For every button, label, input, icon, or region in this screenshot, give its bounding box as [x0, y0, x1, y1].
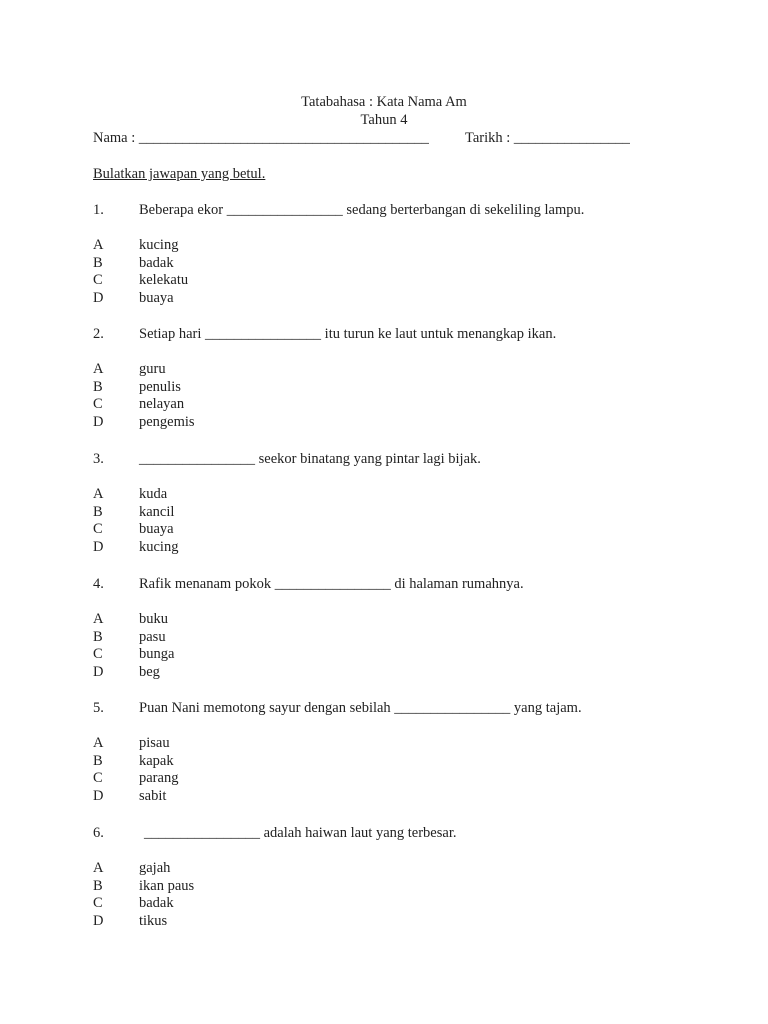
- name-field: Nama : ________________________________________: [93, 130, 429, 146]
- option-text: badak: [139, 895, 174, 911]
- option-row[interactable]: [93, 360, 393, 378]
- question-number: 3.: [93, 451, 104, 467]
- option-text: kucing: [139, 237, 179, 253]
- option-letter: C: [93, 396, 103, 412]
- option-text: guru: [139, 361, 166, 377]
- option-row[interactable]: [93, 894, 393, 912]
- option-row[interactable]: [93, 663, 393, 681]
- question-number: 1.: [93, 202, 104, 218]
- option-letter: B: [93, 753, 103, 769]
- option-text: kapak: [139, 753, 174, 769]
- option-letter: B: [93, 878, 103, 894]
- option-text: buaya: [139, 521, 174, 537]
- option-letter: A: [93, 486, 104, 502]
- option-text: parang: [139, 770, 179, 786]
- option-text: nelayan: [139, 396, 185, 412]
- option-text: gajah: [139, 860, 171, 876]
- option-text: buku: [139, 611, 168, 627]
- option-text: penulis: [139, 379, 181, 395]
- option-row[interactable]: [93, 628, 393, 646]
- question-stem: Rafik menanam pokok ________________ di halaman rumahnya.: [139, 576, 524, 592]
- option-row[interactable]: [93, 610, 393, 628]
- option-letter: B: [93, 255, 103, 271]
- option-text: pisau: [139, 735, 170, 751]
- option-letter: A: [93, 237, 104, 253]
- option-row[interactable]: [93, 485, 393, 503]
- option-letter: D: [93, 290, 104, 306]
- worksheet-title: Tatabahasa : Kata Nama Am: [301, 94, 467, 110]
- option-row[interactable]: [93, 912, 393, 930]
- option-text: kancil: [139, 504, 175, 520]
- option-letter: C: [93, 770, 103, 786]
- option-letter: A: [93, 611, 104, 627]
- question-number: 2.: [93, 326, 104, 342]
- option-row[interactable]: [93, 503, 393, 521]
- question-block: [93, 325, 713, 449]
- question-number: 5.: [93, 700, 104, 716]
- option-row[interactable]: [93, 289, 393, 307]
- option-row[interactable]: [93, 752, 393, 770]
- option-letter: D: [93, 913, 104, 929]
- question-stem: ________________ adalah haiwan laut yang terbesar.: [144, 825, 457, 841]
- instruction-text: Bulatkan jawapan yang betul.: [93, 166, 266, 182]
- option-text: pengemis: [139, 414, 195, 430]
- option-text: beg: [139, 664, 160, 680]
- question-stem: Puan Nani memotong sayur dengan sebilah ________________ yang tajam.: [139, 700, 582, 716]
- option-row[interactable]: [93, 254, 393, 272]
- question-stem: ________________ seekor binatang yang pintar lagi bijak.: [139, 451, 481, 467]
- option-letter: C: [93, 521, 103, 537]
- question-block: [93, 201, 713, 325]
- option-row[interactable]: [93, 236, 393, 254]
- option-row[interactable]: [93, 645, 393, 663]
- option-text: kuda: [139, 486, 168, 502]
- option-letter: B: [93, 379, 103, 395]
- option-row[interactable]: [93, 859, 393, 877]
- option-letter: C: [93, 646, 103, 662]
- question-block: [93, 575, 713, 699]
- option-letter: A: [93, 361, 104, 377]
- option-row[interactable]: [93, 413, 393, 431]
- option-row[interactable]: [93, 734, 393, 752]
- option-row[interactable]: [93, 787, 393, 805]
- question-block: [93, 824, 713, 948]
- option-letter: D: [93, 788, 104, 804]
- question-stem: Beberapa ekor ________________ sedang berterbangan di sekeliling lampu.: [139, 202, 585, 218]
- option-letter: B: [93, 504, 103, 520]
- date-field: Tarikh : ________________: [465, 130, 630, 146]
- option-text: tikus: [139, 913, 168, 929]
- option-letter: D: [93, 664, 104, 680]
- option-letter: C: [93, 272, 103, 288]
- option-text: pasu: [139, 629, 166, 645]
- option-letter: D: [93, 539, 104, 555]
- option-row[interactable]: [93, 877, 393, 895]
- question-stem: Setiap hari ________________ itu turun ke laut untuk menangkap ikan.: [139, 326, 557, 342]
- option-row[interactable]: [93, 538, 393, 556]
- option-row[interactable]: [93, 271, 393, 289]
- option-row[interactable]: [93, 520, 393, 538]
- option-row[interactable]: [93, 395, 393, 413]
- option-text: buaya: [139, 290, 174, 306]
- option-letter: C: [93, 895, 103, 911]
- option-letter: A: [93, 735, 104, 751]
- option-row[interactable]: [93, 769, 393, 787]
- option-text: kelekatu: [139, 272, 189, 288]
- question-block: [93, 450, 713, 574]
- option-text: sabit: [139, 788, 167, 804]
- option-letter: B: [93, 629, 103, 645]
- worksheet-subtitle: Tahun 4: [360, 112, 408, 128]
- option-text: bunga: [139, 646, 175, 662]
- option-letter: A: [93, 860, 104, 876]
- option-text: kucing: [139, 539, 179, 555]
- option-letter: D: [93, 414, 104, 430]
- question-block: [93, 699, 713, 823]
- option-row[interactable]: [93, 378, 393, 396]
- question-number: 6.: [93, 825, 104, 841]
- option-text: badak: [139, 255, 174, 271]
- question-number: 4.: [93, 576, 104, 592]
- option-text: ikan paus: [139, 878, 195, 894]
